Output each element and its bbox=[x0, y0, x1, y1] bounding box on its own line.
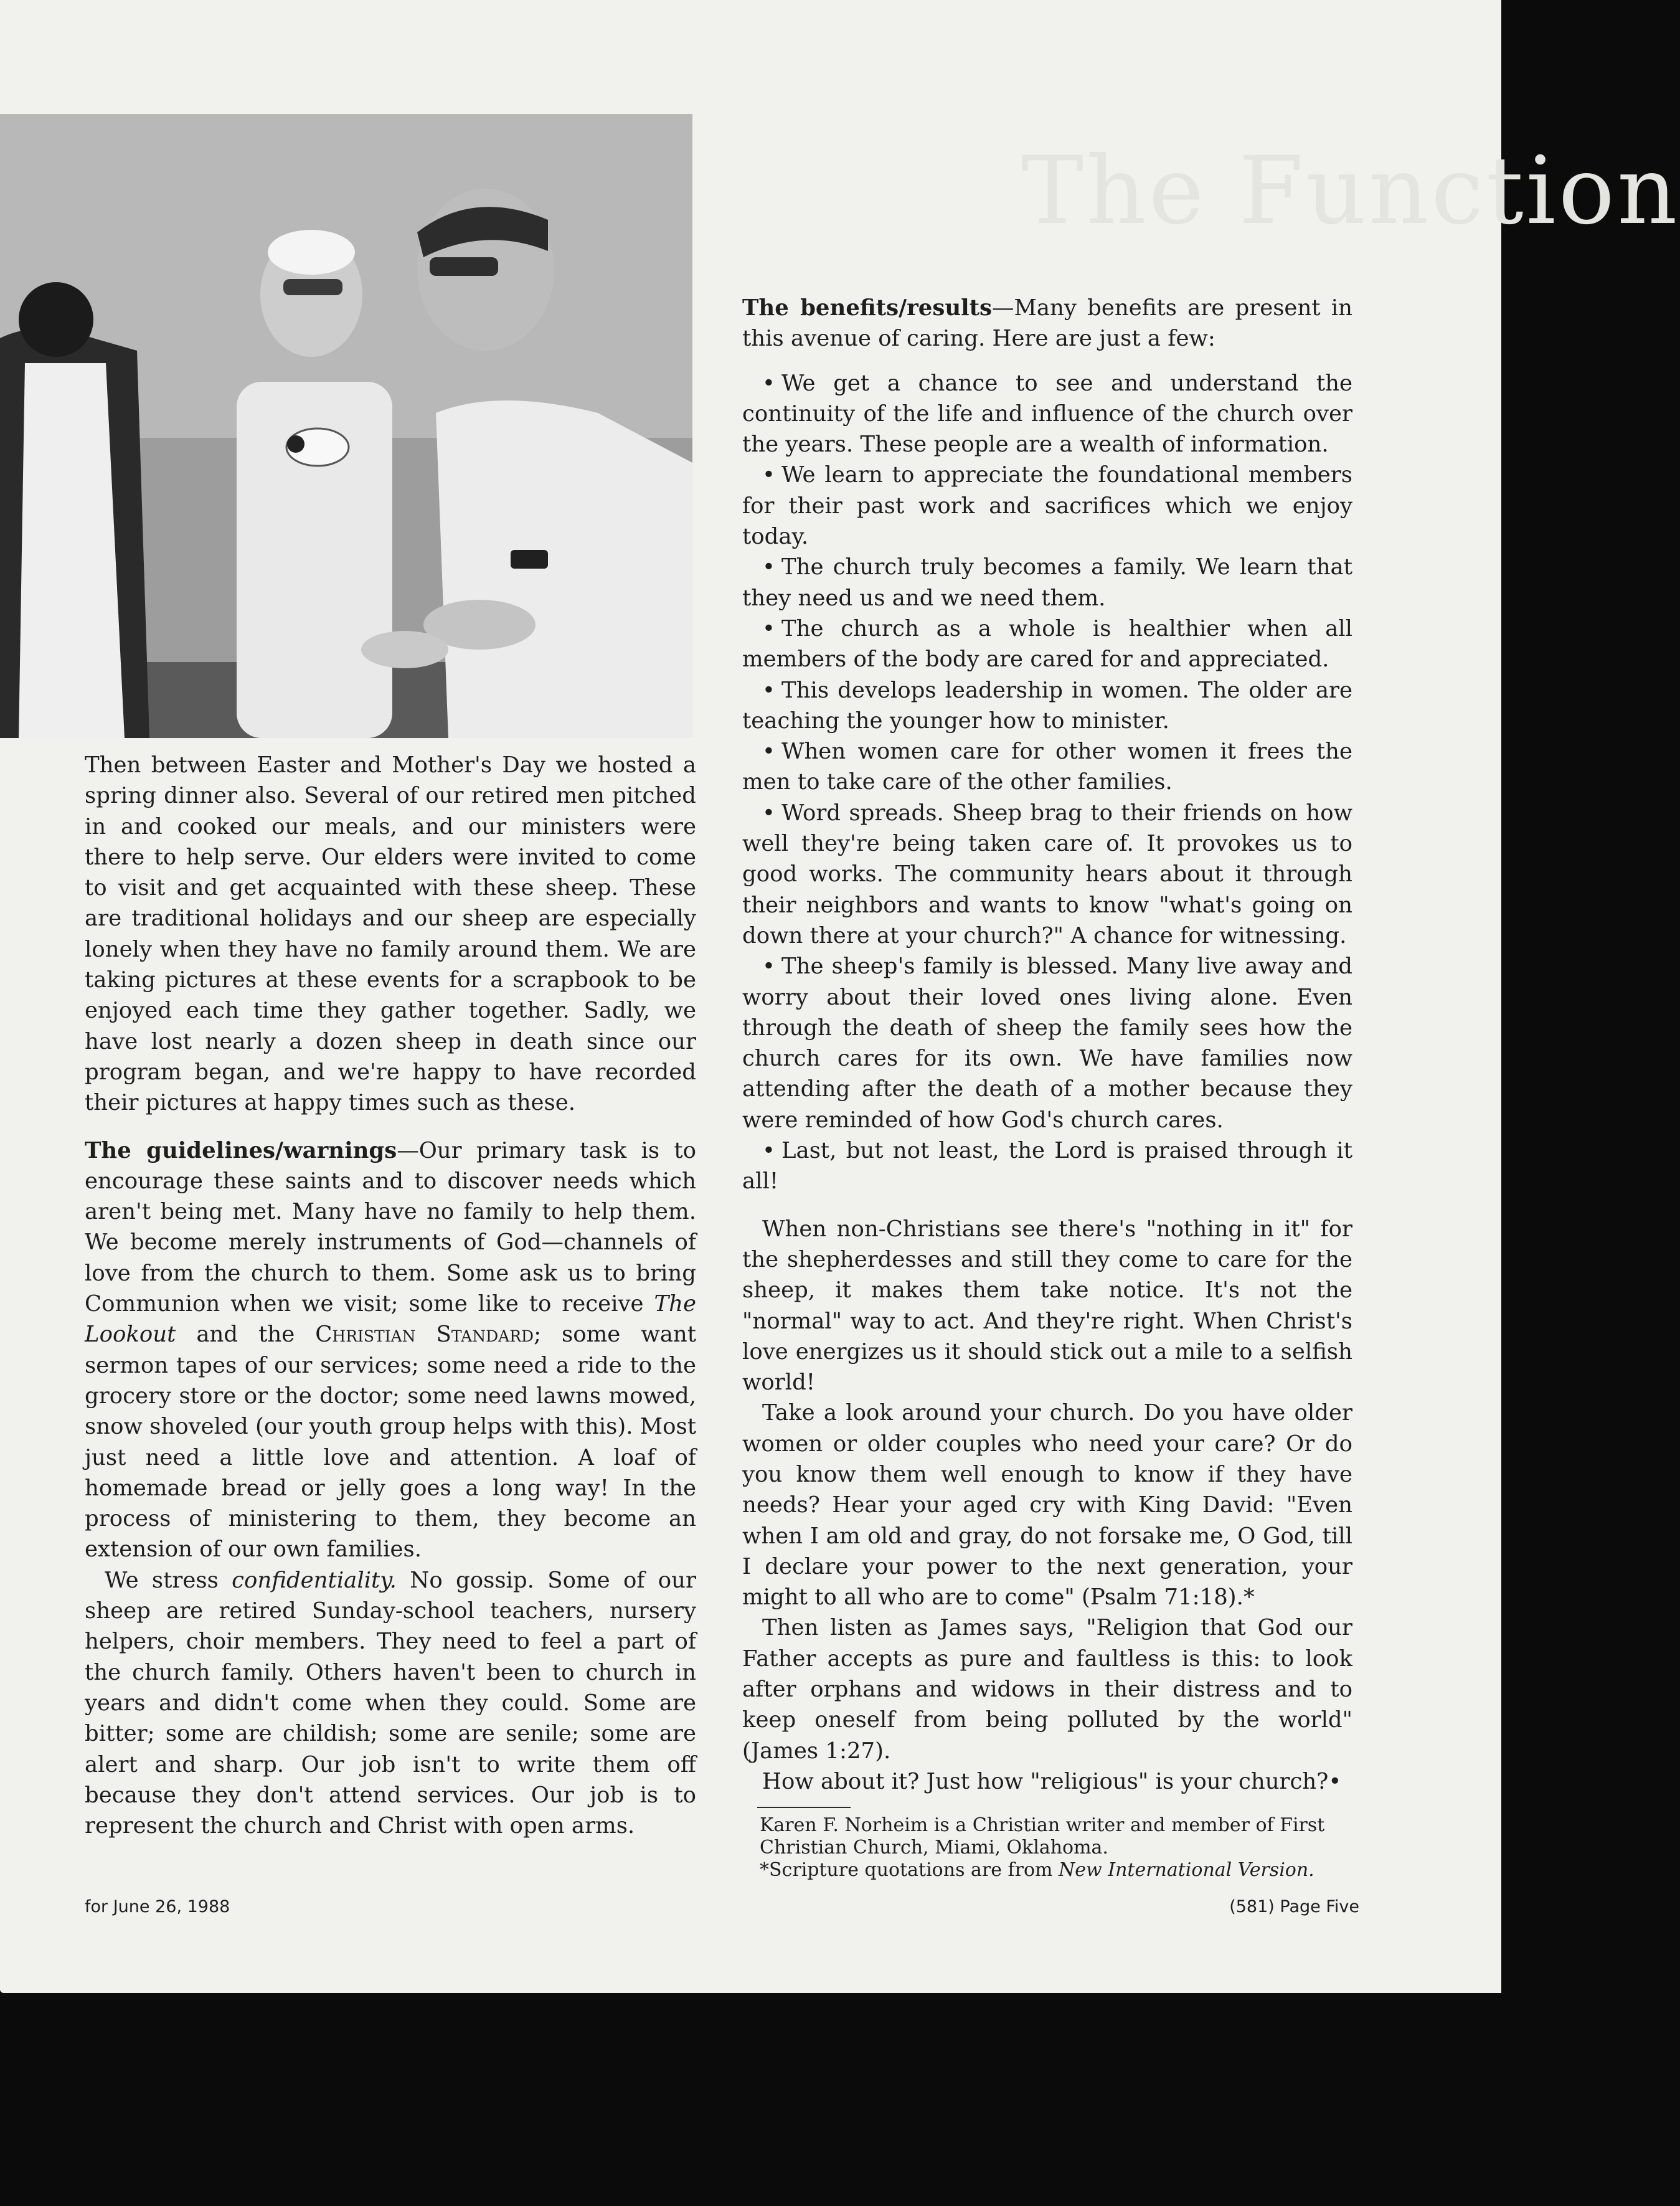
list-item: • Last, but not least, the Lord is praised through it all! bbox=[742, 1135, 1352, 1197]
issue-date: for June 26, 1988 bbox=[85, 1897, 230, 1916]
list-item: • This develops leadership in women. The older are teaching the younger how to minister. bbox=[742, 675, 1352, 737]
list-item: • We get a chance to see and understand the continuity of the life and influence of the church over the years. These people are a wealth of information. bbox=[742, 368, 1352, 460]
list-item: • Word spreads. Sheep brag to their friends on how well they're being taken care of. It provokes us to good works. The community hears about it through their neighbors and wants to know "what's going on down there at your church?" A chance for witnessing. bbox=[742, 798, 1352, 951]
bullet-icon: • bbox=[762, 954, 775, 980]
version-name: New International Version. bbox=[1059, 1859, 1314, 1882]
list-item: • We learn to appreciate the foundational members for their past work and sacrifices which we enjoy today. bbox=[742, 460, 1352, 552]
author-bio: Karen F. Norheim is a Christian writer and member of First Christian Church, Miami, Oklahoma. bbox=[760, 1814, 1325, 1859]
right-column bbox=[742, 293, 1352, 1882]
page-number: (581) Page Five bbox=[1229, 1897, 1359, 1916]
intro-paragraph: Then between Easter and Mother's Day we hosted a spring dinner also. Several of our retired men pitched in and cooked our meals, and our ministers were there to help serve. Our elders were invited to come to visit and get acquainted with these sheep. These are traditional holidays and our sheep are especially lonely when they have no family around them. We are taking pictures at these events for a scrapbook to be enjoyed each time they gather together. Sadly, we have lost nearly a dozen sheep in death since our program began, and we're happy to have recorded their pictures at happy times such as these. bbox=[85, 752, 696, 1116]
bullet-icon: • bbox=[762, 462, 775, 488]
bullet-icon: • bbox=[762, 370, 775, 396]
james-paragraph: Then listen as James says, "Religion that God our Father accepts as pure and faultless is this: to look after orphans and widows in their distress and to keep oneself from being polluted by the world" (James 1:27). bbox=[742, 1615, 1352, 1764]
list-item: • The church as a whole is healthier when all members of the body are cared for and appreciated. bbox=[742, 613, 1352, 675]
em-dash: — bbox=[992, 295, 1014, 321]
look-around-paragraph: Take a look around your church. Do you have older women or older couples who need your care? Or do you know them well enough to know if they have needs? Hear your aged cry with King David: "Even when I am old and gray, do not forsake me, O God, till I declare your power to the next generation, your might to all who are to come" (Psalm 71:18).* bbox=[742, 1400, 1352, 1611]
photo-men-in-aprons bbox=[0, 114, 692, 738]
bullet-icon: • bbox=[762, 554, 775, 580]
bullet-icon: • bbox=[762, 739, 775, 765]
list-item: • The sheep's family is blessed. Many live away and worry about their loved ones living alone. Even through the death of sheep the family sees how the church cares for its own. We have families now attending after the death of a mother because they were reminded of how God's church cares. bbox=[742, 951, 1352, 1135]
bullet-icon: • bbox=[762, 615, 775, 641]
bullet-icon: • bbox=[762, 1138, 775, 1164]
benefits-paragraph: The benefits/results—Many benefits are present in this avenue of caring. Here are just a few: bbox=[742, 295, 1353, 352]
left-column bbox=[85, 750, 696, 1841]
confidentiality-word: confidentiality. bbox=[232, 1567, 397, 1593]
list-item: • The church truly becomes a family. We learn that they need us and we need them. bbox=[742, 552, 1352, 613]
guidelines-paragraph: The guidelines/warnings—Our primary task is to encourage these saints and to discover needs which aren't being met. Many have no family to help them. We become merely instruments of God—channels of love from the church to them. Some ask us to bring Communion when we visit; some like to receive The Lookout and the Christian Standard; some want sermon tapes of our services; some need a ride to the grocery store or the doctor; some need lawns mowed, snow shoveled (our youth group helps with this). Most just need a little love and attention. A loaf of homemade bread or jelly goes a long way! In the process of ministering to them, they become an extension of our own families. bbox=[85, 1137, 696, 1563]
confidentiality-paragraph: We stress confidentiality. No gossip. Some of our sheep are retired Sunday-school teachers, nursery helpers, choir members. They need to feel a part of the church family. Others haven't been to church in years and didn't come when they could. Some are bitter; some are childish; some are senile; some are alert and sharp. Our job isn't to write them off because they don't attend services. Our job is to represent the church and Christ with open arms. bbox=[85, 1567, 696, 1839]
end-mark-icon: • bbox=[1328, 1768, 1342, 1794]
footnote-rule bbox=[757, 1807, 851, 1808]
photo-illustration bbox=[0, 114, 692, 738]
scripture-footnote: *Scripture quotations are from New International Version. bbox=[760, 1859, 1314, 1882]
standard-title: Christian Standard bbox=[315, 1322, 534, 1348]
list-item: • When women care for other women it frees the men to take care of the other families. bbox=[742, 736, 1352, 798]
closing-paragraph: How about it? Just how "religious" is your church?• bbox=[762, 1768, 1342, 1794]
bleed-through-title: The Function bbox=[1021, 137, 1680, 245]
non-christians-paragraph: When non-Christians see there's "nothing in it" for the shepherdesses and still they come to care for the sheep, it makes them take notice. It's not the "normal" way to act. And they're right. When Christ's love energizes us it should stick out a mile to a selfish world! bbox=[742, 1216, 1352, 1396]
em-dash: — bbox=[397, 1137, 419, 1163]
guidelines-heading: The guidelines/warnings bbox=[85, 1137, 397, 1163]
bullet-icon: • bbox=[762, 800, 775, 826]
lookout-title: The Lookout bbox=[85, 1291, 696, 1348]
benefits-heading: The benefits/results bbox=[742, 295, 993, 321]
benefits-list bbox=[742, 368, 1352, 1197]
bullet-icon: • bbox=[762, 677, 775, 703]
